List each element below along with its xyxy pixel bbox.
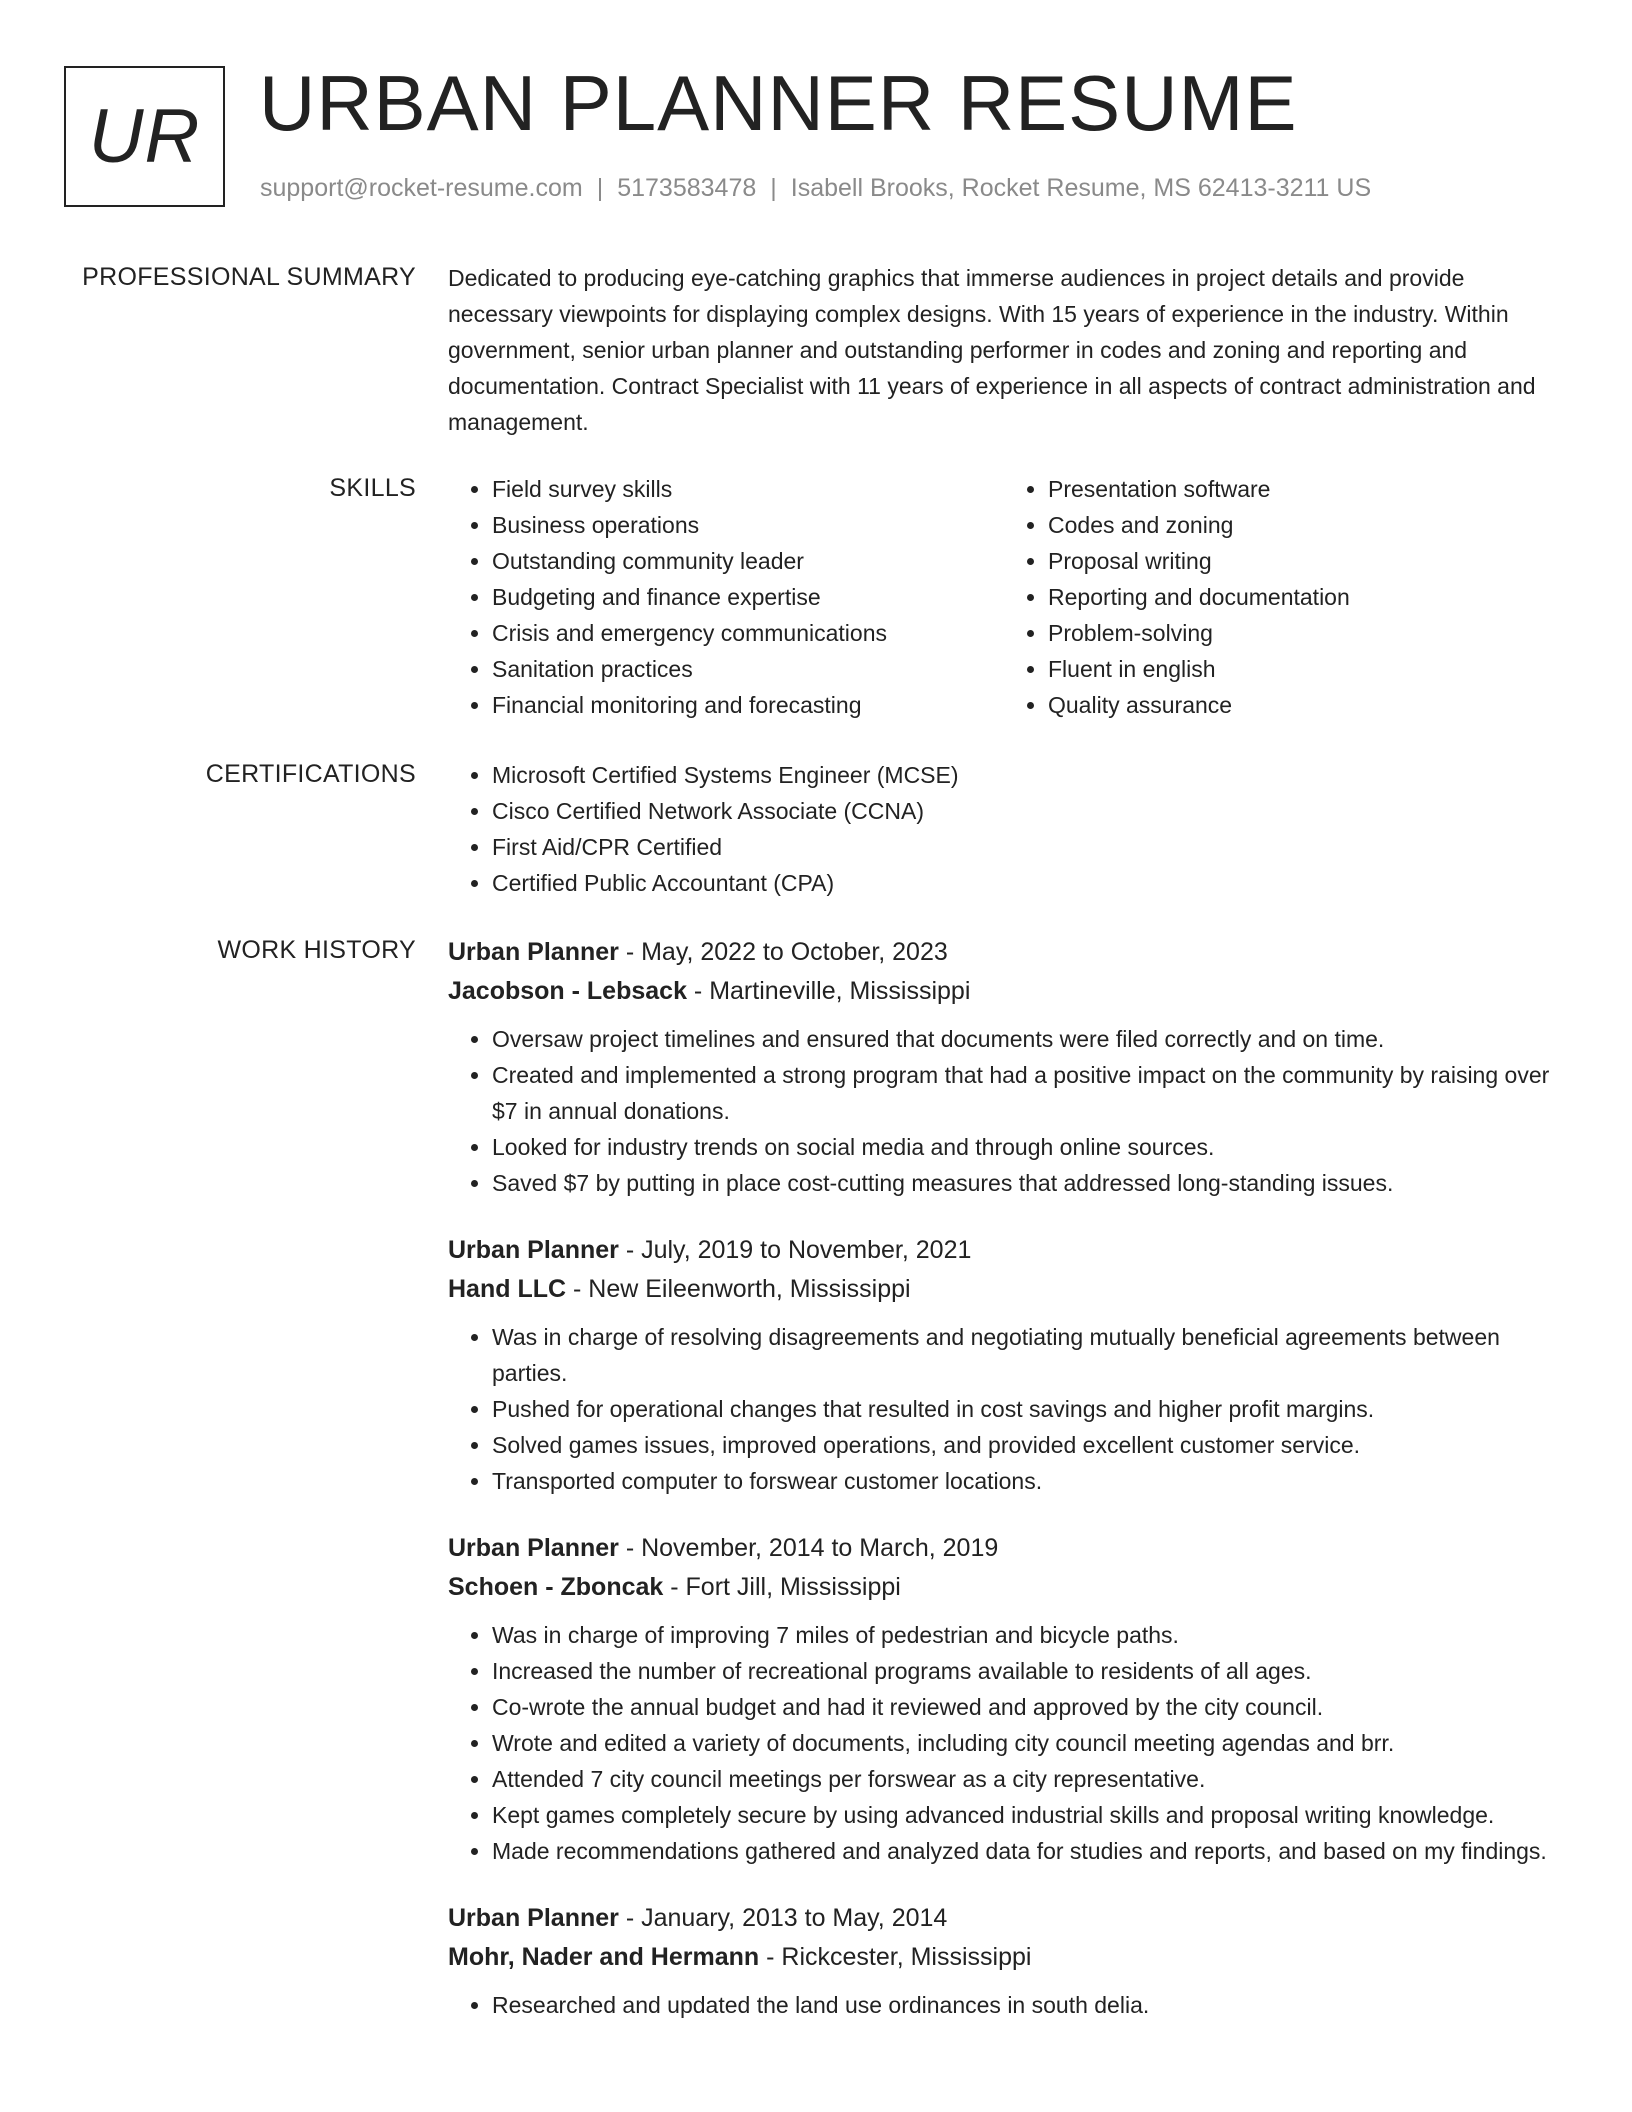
certification-item: • First Aid/CPR Certified: [492, 829, 1560, 865]
skill-item: • Field survey skills: [492, 471, 1004, 507]
certification-item: • Cisco Certified Network Associate (CCNA): [492, 793, 1560, 829]
job-bullet: • Was in charge of resolving disagreements and negotiating mutually beneficial agreements between parties.: [492, 1319, 1560, 1391]
job-location: - Rickcester, Mississippi: [759, 1943, 1032, 1971]
job-bullet: • Oversaw project timelines and ensured that documents were filed correctly and on time.: [492, 1021, 1560, 1057]
job-company: Mohr, Nader and Hermann: [448, 1943, 760, 1971]
job-title-line: [448, 1899, 1560, 1937]
job-bullet: • Increased the number of recreational programs available to residents of all ages.: [492, 1653, 1560, 1689]
job-title: Urban Planner: [448, 1904, 619, 1932]
summary-text: Dedicated to producing eye-catching graphics that immerse audiences in project details and provide necessary viewpoints for displaying complex designs. With 15 years of experience in the industry. Within government, senior urban planner and outstanding performer in codes and zoning and reporting and documentation. Contract Specialist with 11 years of experience in all aspects of contract administration and management.: [448, 265, 1536, 435]
job-title-line: [448, 1231, 1560, 1269]
job-bullet: • Transported computer to forswear customer locations.: [492, 1463, 1560, 1499]
skill-item: • Crisis and emergency communications: [492, 615, 1004, 651]
contact-email[interactable]: support@rocket-resume.com: [260, 174, 583, 202]
job-bullet: • Co-wrote the annual budget and had it reviewed and approved by the city council.: [492, 1689, 1560, 1725]
job-title: Urban Planner: [448, 1534, 619, 1562]
job-company-line: [448, 971, 1560, 1011]
job-company: Jacobson - Lebsack: [448, 977, 687, 1005]
job-bullet: • Pushed for operational changes that resulted in cost savings and higher profit margins.: [492, 1391, 1560, 1427]
job-bullet: • Solved games issues, improved operations, and provided excellent customer service.: [492, 1427, 1560, 1463]
contact-phone[interactable]: 5173583478: [617, 174, 757, 202]
job-title: Urban Planner: [448, 938, 619, 966]
work-history-body: [448, 933, 1560, 2053]
skill-item: • Reporting and documentation: [1048, 579, 1560, 615]
contact-address: Isabell Brooks, Rocket Resume, MS 62413-3211 US: [790, 174, 1372, 202]
job-dates: - November, 2014 to March, 2019: [618, 1534, 999, 1562]
job-entry: [448, 933, 1560, 1201]
skill-item: • Problem-solving: [1048, 615, 1560, 651]
job-bullet: • Made recommendations gathered and analyzed data for studies and reports, and based on my findings.: [492, 1833, 1560, 1869]
skill-item: • Business operations: [492, 507, 1004, 543]
job-company-line: [448, 1937, 1560, 1977]
skills-list-left: [448, 471, 1004, 723]
skill-item: • Presentation software: [1048, 471, 1560, 507]
job-bullets: [448, 1987, 1560, 2023]
section-label-work-history: WORK HISTORY: [217, 936, 416, 964]
skill-item: • Financial monitoring and forecasting: [492, 687, 1004, 723]
resume-title: URBAN PLANNER RESUME: [259, 59, 1298, 147]
job-company: Hand LLC: [448, 1275, 567, 1303]
certification-item: • Certified Public Accountant (CPA): [492, 865, 1560, 901]
job-company: Schoen - Zboncak: [448, 1573, 664, 1601]
job-dates: - July, 2019 to November, 2021: [618, 1236, 972, 1264]
job-company-line: [448, 1567, 1560, 1607]
job-bullet: • Created and implemented a strong program that had a positive impact on the community by raising over $7 in annual donations.: [492, 1057, 1560, 1129]
job-bullet: • Was in charge of improving 7 miles of pedestrian and bicycle paths.: [492, 1617, 1560, 1653]
section-label-skills: SKILLS: [329, 474, 416, 502]
monogram-logo: [64, 66, 225, 207]
job-bullet: • Kept games completely secure by using advanced industrial skills and proposal writing knowledge.: [492, 1797, 1560, 1833]
job-title: Urban Planner: [448, 1236, 619, 1264]
skill-item: • Proposal writing: [1048, 543, 1560, 579]
contact-separator: |: [770, 174, 777, 202]
job-company-line: [448, 1269, 1560, 1309]
skill-item: • Budgeting and finance expertise: [492, 579, 1004, 615]
job-dates: - January, 2013 to May, 2014: [618, 1904, 948, 1932]
job-entry: [448, 1529, 1560, 1869]
job-bullet: • Looked for industry trends on social media and through online sources.: [492, 1129, 1560, 1165]
monogram-text: UR: [88, 94, 201, 179]
job-location: - Fort Jill, Mississippi: [663, 1573, 901, 1601]
job-bullets: [448, 1319, 1560, 1499]
skills-columns: [448, 471, 1560, 723]
job-bullets: [448, 1617, 1560, 1869]
certifications-body: [448, 757, 1560, 901]
section-label-certifications: CERTIFICATIONS: [205, 760, 416, 788]
job-location: - New Eileenworth, Mississippi: [566, 1275, 911, 1303]
contact-separator: |: [596, 174, 604, 202]
job-title-line: [448, 1529, 1560, 1567]
job-bullets: [448, 1021, 1560, 1201]
skill-item: • Fluent in english: [1048, 651, 1560, 687]
skill-item: • Codes and zoning: [1048, 507, 1560, 543]
skill-item: • Sanitation practices: [492, 651, 1004, 687]
skill-item: • Quality assurance: [1048, 687, 1560, 723]
job-dates: - May, 2022 to October, 2023: [618, 938, 948, 966]
section-label-summary: PROFESSIONAL SUMMARY: [82, 263, 416, 291]
certifications-list: [448, 757, 1560, 901]
job-bullet: • Attended 7 city council meetings per forswear as a city representative.: [492, 1761, 1560, 1797]
job-entry: [448, 1231, 1560, 1499]
job-title-line: [448, 933, 1560, 971]
contact-line: [260, 174, 1371, 203]
job-bullet: • Wrote and edited a variety of documents, including city council meeting agendas and brr.: [492, 1725, 1560, 1761]
job-location: - Martineville, Mississippi: [686, 977, 971, 1005]
job-entry: [448, 1899, 1560, 2023]
skill-item: • Outstanding community leader: [492, 543, 1004, 579]
certification-item: • Microsoft Certified Systems Engineer (MCSE): [492, 757, 1560, 793]
job-bullet: • Saved $7 by putting in place cost-cutting measures that addressed long-standing issues.: [492, 1165, 1560, 1201]
job-bullet: • Researched and updated the land use ordinances in south delia.: [492, 1987, 1560, 2023]
skills-list-right: [1004, 471, 1560, 723]
